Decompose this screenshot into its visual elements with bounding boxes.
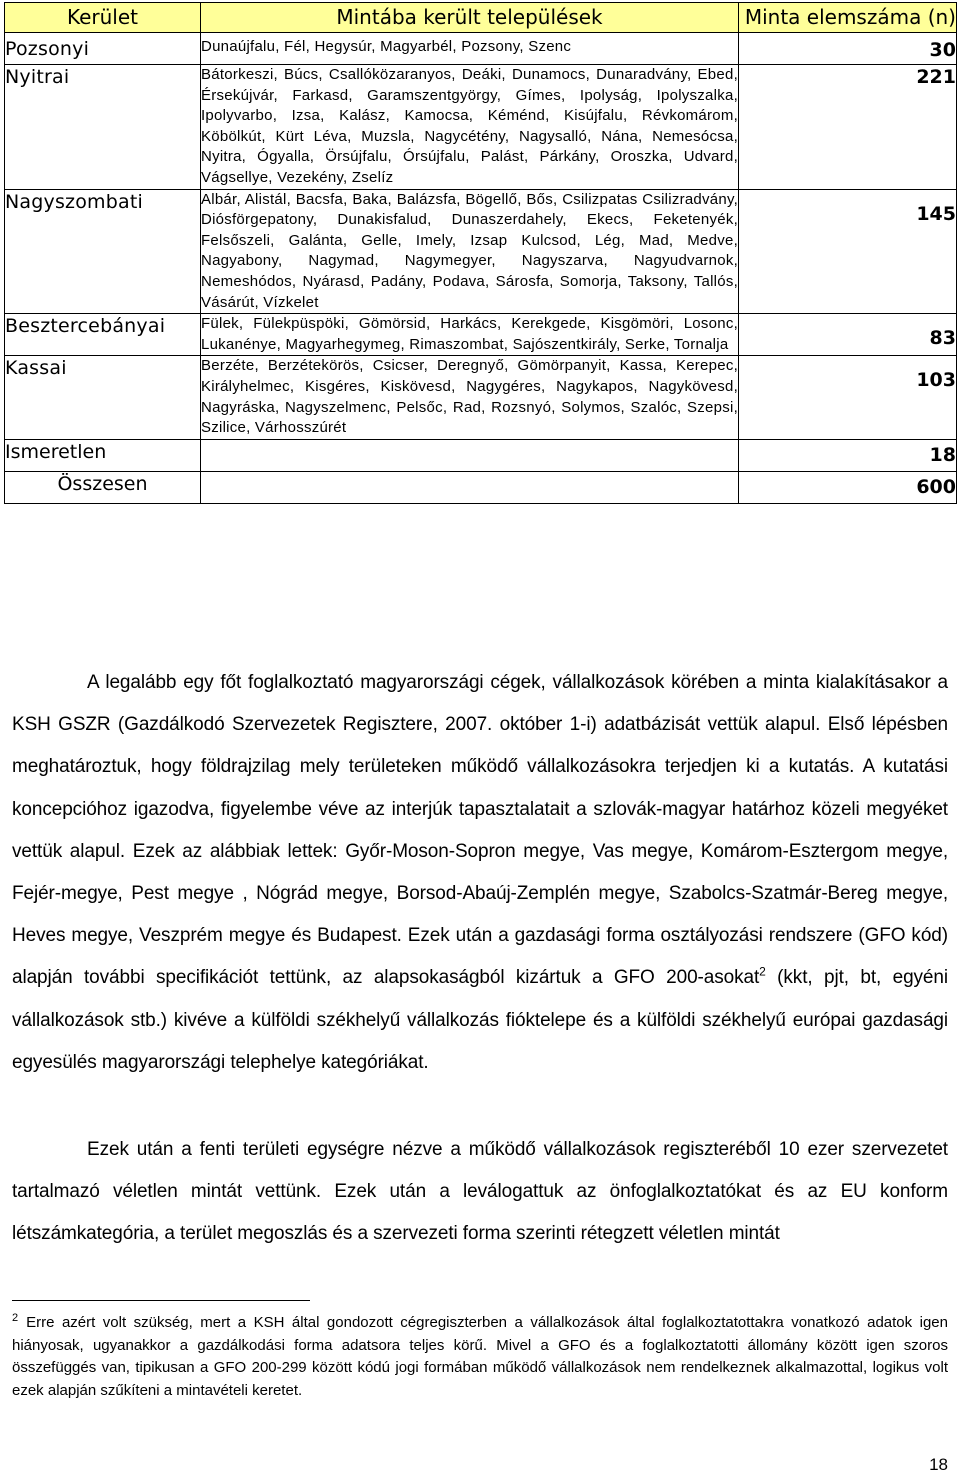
settlement-list: Dunaújfalu, Fél, Hegysúr, Magyarbél, Pozsony, Szenc	[201, 33, 739, 65]
paragraph-sampling-method	[12, 662, 948, 1084]
table-row	[5, 189, 957, 314]
paragraph-text: (kkt, pjt, bt, egyéni vállalkozások stb.) kivéve a külföldi székhelyű vállalkozás fióktelepe és a külföldi székhelyű európai gazdasági egyesülés magyarországi telephelye kategóriákat.	[12, 967, 948, 1073]
table-row	[5, 356, 957, 439]
sample-count: 221	[739, 65, 957, 190]
unknown-row	[5, 439, 957, 471]
settlement-list: Albár, Alistál, Bacsfa, Baka, Balázsfa, Bögellő, Bős, Csilizpatas Csilizradvány, Diósförgepatony, Dunakisfalud, Dunaszerdahely, Ekecs, Feketenyék, Felsőszeli, Galánta, Gelle, Imely, Izsap Kulcsod, Lég, Mad, Medve, Nagyabony, Nagymad, Nagymegyer, Nagyszarva, Nagyudvarnok, Nemeshódos, Nyárasd, Padány, Podava, Sárosfa, Somorja, Taksony, Tallós, Vásárút, Vízkelet	[201, 189, 739, 314]
paragraph-random-sample	[12, 1129, 948, 1256]
table-row	[5, 65, 957, 190]
unknown-label: Ismeretlen	[5, 439, 201, 471]
header-sample-size: Minta elemszáma (n)	[739, 3, 957, 33]
footnote-separator	[12, 1300, 310, 1301]
county-name: Kassai	[5, 356, 201, 439]
county-name: Pozsonyi	[5, 33, 201, 65]
sample-count: 30	[739, 33, 957, 65]
footnote-text: Erre azért volt szükség, mert a KSH által gondozott cégregiszterben a vállalkozások által foglalkoztatottakra vonatkozó adatok igen hiányosak, ugyanakkor a gazdálkodási forma adatsora teljes körű. Mivel a GFO és a foglalkoztatotti állomány között igen szoros összefüggés van, tipikusan a GFO 200-299 között kódú jogi formában működő vállalkozások nem rendelkeznek alkalmazottal, logikus volt ezek alapján szűkíteni a mintavételi keretet.	[12, 1314, 948, 1399]
footnote-mark: 2	[12, 1312, 19, 1324]
unknown-count: 18	[739, 439, 957, 471]
county-name: Nagyszombati	[5, 189, 201, 314]
county-name: Nyitrai	[5, 65, 201, 190]
total-label: Összesen	[5, 471, 201, 503]
paragraph-text: Ezek után a fenti területi egységre nézve a működő vállalkozások regiszteréből 10 ezer szervezetet tartalmazó véletlen mintát vettünk. Ezek után a leválogattuk az önfoglalkoztatókat és az EU konform létszámkategória, a terület megoszlás és a szervezeti forma szerinti rétegzett véletlen mintát	[12, 1139, 948, 1245]
footnote-reference[interactable]: 2	[759, 965, 766, 980]
footnote	[12, 1312, 948, 1402]
header-county: Kerület	[5, 3, 201, 33]
settlement-list: Fülek, Fülekpüspöki, Gömörsid, Harkács, Kerekgede, Kisgömöri, Losonc, Lukanénye, Magyarhegymeg, Rimaszombat, Sajószentkirály, Serke, Tornalja	[201, 314, 739, 356]
sample-table	[4, 2, 957, 504]
total-count: 600	[739, 471, 957, 503]
table-row	[5, 314, 957, 356]
sample-count: 83	[739, 314, 957, 356]
settlement-list: Berzéte, Berzétekörös, Csicser, Deregnyő, Gömörpanyit, Kassa, Kerepec, Királyhelmec, Kisgéres, Kiskövesd, Nagygéres, Nagykapos, Nagykövesd, Nagyráska, Nagyszelmenc, Pelsőc, Rad, Rozsnyó, Solymos, Szalóc, Szepsi, Szilice, Várhosszúrét	[201, 356, 739, 439]
county-name: Besztercebányai	[5, 314, 201, 356]
table-header-row	[5, 3, 957, 33]
table-row	[5, 33, 957, 65]
sample-count: 145	[739, 189, 957, 314]
page-number: 18	[929, 1455, 948, 1474]
empty-cell	[201, 439, 739, 471]
empty-cell	[201, 471, 739, 503]
settlement-list: Bátorkeszi, Búcs, Csallóközaranyos, Deáki, Dunamocs, Dunaradvány, Ebed, Érsekújvár, Farkasd, Garamszentgyörgy, Gímes, Ipolyság, Ipolyszalka, Ipolyvarbo, Izsa, Kalász, Kamocsa, Kéménd, Kisújfalu, Révkomárom, Köbölkút, Kürt Léva, Muzsla, Nagycétény, Nagysalló, Nána, Nemesócsa, Nyitra, Ógyalla, Örsújfalu, Órsújfalu, Palást, Párkány, Oroszka, Udvard, Vágsellye, Vezekény, Zselíz	[201, 65, 739, 190]
total-row	[5, 471, 957, 503]
paragraph-text: A legalább egy főt foglalkoztató magyarországi cégek, vállalkozások körében a minta kialakításakor a KSH GSZR (Gazdálkodó Szervezetek Regisztere, 2007. október 1-i) adatbázisát vettük alapul. Első lépésben meghatároztuk, hogy földrajzilag mely területeken működő vállalkozásokra terjedjen ki a kutatás. A kutatási koncepcióhoz igazodva, figyelembe véve az interjúk tapasztalatait a szlovák-magyar határhoz közeli megyéket vettük alapul. Ezek az alábbiak lettek: Győr-Moson-Sopron megye, Vas megye, Komárom-Esztergom megye, Fejér-megye, Pest megye , Nógrád megye, Borsod-Abaúj-Zemplén megye, Szabolcs-Szatmár-Bereg megye, Heves megye, Veszprém megye és Budapest. Ezek után a gazdasági forma osztályozási rendszere (GFO kód) alapján további specifikációt tettünk, az alapsokaságból kizártuk a GFO 200-asokat	[12, 672, 948, 989]
header-settlements: Mintába került települések	[201, 3, 739, 33]
sample-count: 103	[739, 356, 957, 439]
